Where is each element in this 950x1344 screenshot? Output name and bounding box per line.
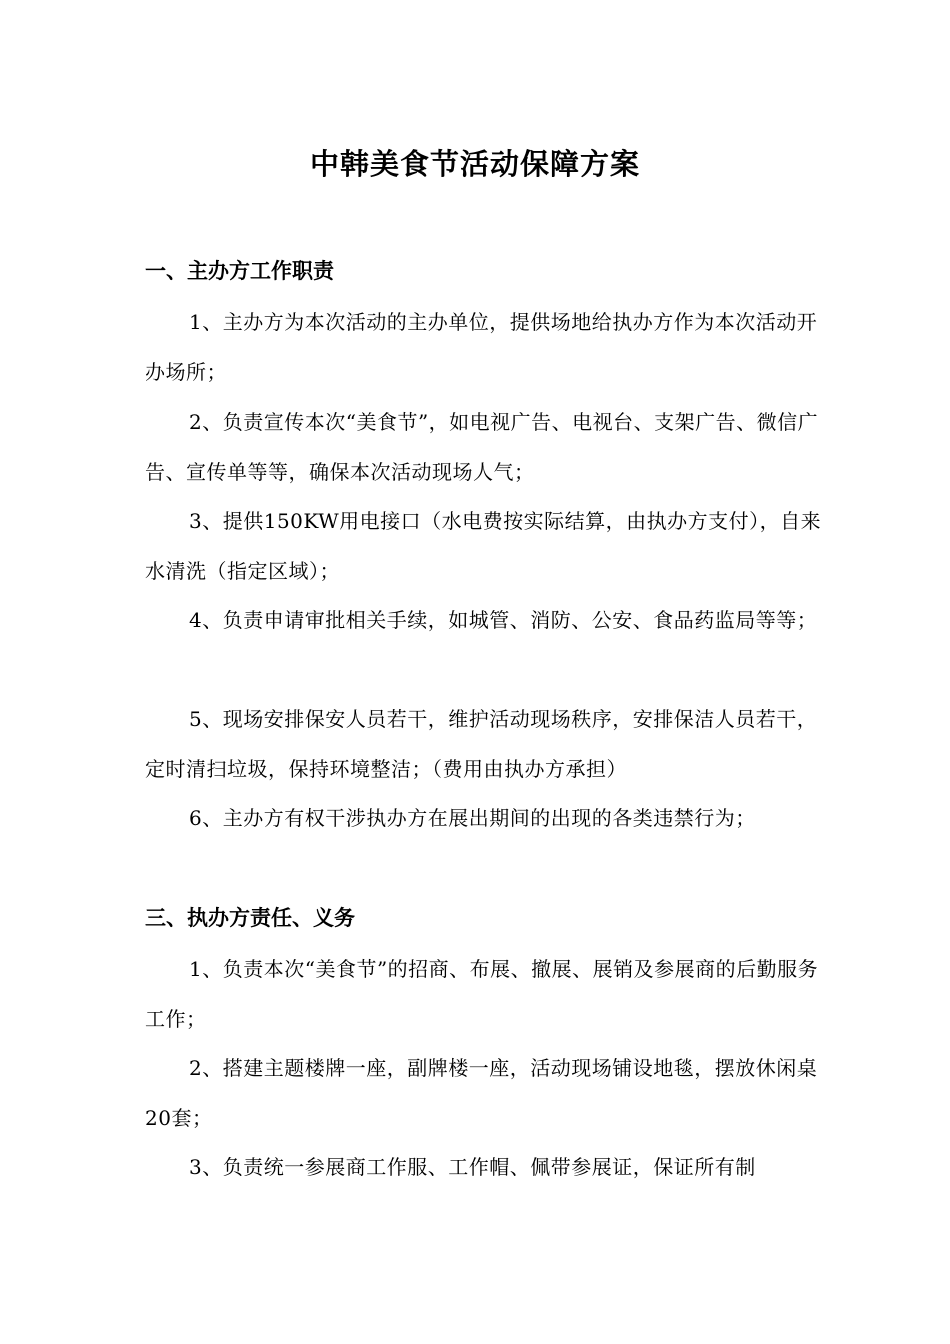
paragraph-organizer-6: 6、主办方有权干涉执办方在展出期间的出现的各类违禁行为； xyxy=(189,806,756,830)
section-heading-organizer: 一、主办方工作职责 xyxy=(145,258,334,283)
paragraph-organizer-3: 3、提供150KW用电接口（水电费按实际结算，由执办方支付），自来水清洗（指定区域）； xyxy=(145,509,822,583)
paragraph-organizer-1: 1、主办方为本次活动的主办单位，提供场地给执办方作为本次活动开办场所； xyxy=(145,310,818,384)
paragraph-executor-3: 3、负责统一参展商工作服、工作帽、佩带参展证，保证所有制 xyxy=(189,1155,756,1179)
paragraph-executor-1: 1、负责本次“美食节”的招商、布展、撤展、展销及参展商的后勤服务工作； xyxy=(145,957,819,1031)
paragraph-executor-2: 2、搭建主题楼牌一座，副牌楼一座，活动现场铺设地毯，摆放休闲桌20套； xyxy=(145,1056,818,1130)
document-title: 中韩美食节活动保障方案 xyxy=(309,147,640,181)
paragraph-organizer-2: 2、负责宣传本次“美食节”，如电视广告、电视台、支架广告、微信广告、宣传单等等，确保本次活动现场人气； xyxy=(145,410,819,484)
paragraph-organizer-4: 4、负责申请审批相关手续，如城管、消防、公安、食品药监局等等； xyxy=(189,608,818,632)
section-heading-executor: 三、执办方责任、义务 xyxy=(145,905,355,930)
paragraph-organizer-5: 5、现场安排保安人员若干，维护活动现场秩序，安排保洁人员若干，定时清扫垃圾，保持环境整洁；（费用由执办方承担） xyxy=(145,707,818,781)
